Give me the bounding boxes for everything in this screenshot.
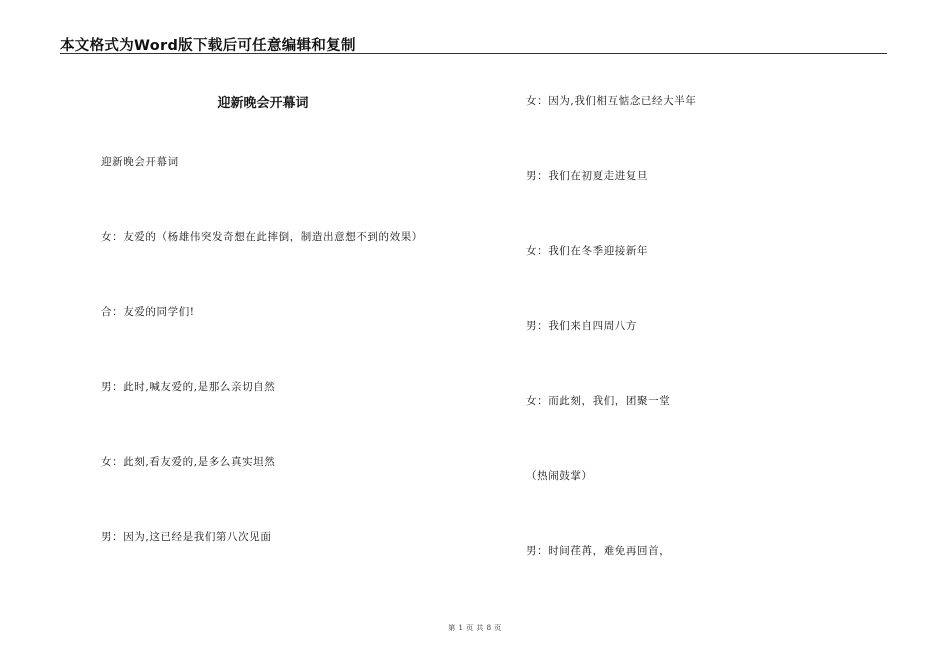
document-title: 迎新晚会开幕词 (217, 96, 309, 111)
paragraph: 女：友爱的（杨雄伟突发奇想在此摔倒，制造出意想不到的效果） (101, 231, 423, 243)
paragraph: 女：此刻,看友爱的,是多么真实坦然 (101, 456, 276, 468)
page-footer: 第 1 页 共 8 页 (448, 624, 502, 632)
paragraph: 合：友爱的同学们! (101, 306, 195, 318)
paragraph: （热闹鼓掌） (526, 470, 593, 482)
paragraph: 男：此时,喊友爱的,是那么亲切自然 (101, 381, 276, 393)
paragraph: 男：我们在初夏走进复旦 (526, 170, 649, 182)
header-rule (60, 53, 887, 54)
paragraph: 女：因为,我们相互惦念已经大半年 (526, 95, 697, 107)
paragraph: 女：我们在冬季迎接新年 (526, 245, 649, 257)
page-header: 本文格式为Word版下载后可任意编辑和复制 (60, 38, 356, 54)
paragraph: 男：因为,这已经是我们第八次见面 (101, 531, 272, 543)
paragraph: 迎新晚会开幕词 (101, 156, 179, 168)
paragraph: 男：我们来自四周八方 (526, 320, 637, 332)
paragraph: 男：时间荏苒，难免再回首， (526, 545, 671, 557)
paragraph: 女：而此刻，我们，团聚一堂 (526, 395, 671, 407)
